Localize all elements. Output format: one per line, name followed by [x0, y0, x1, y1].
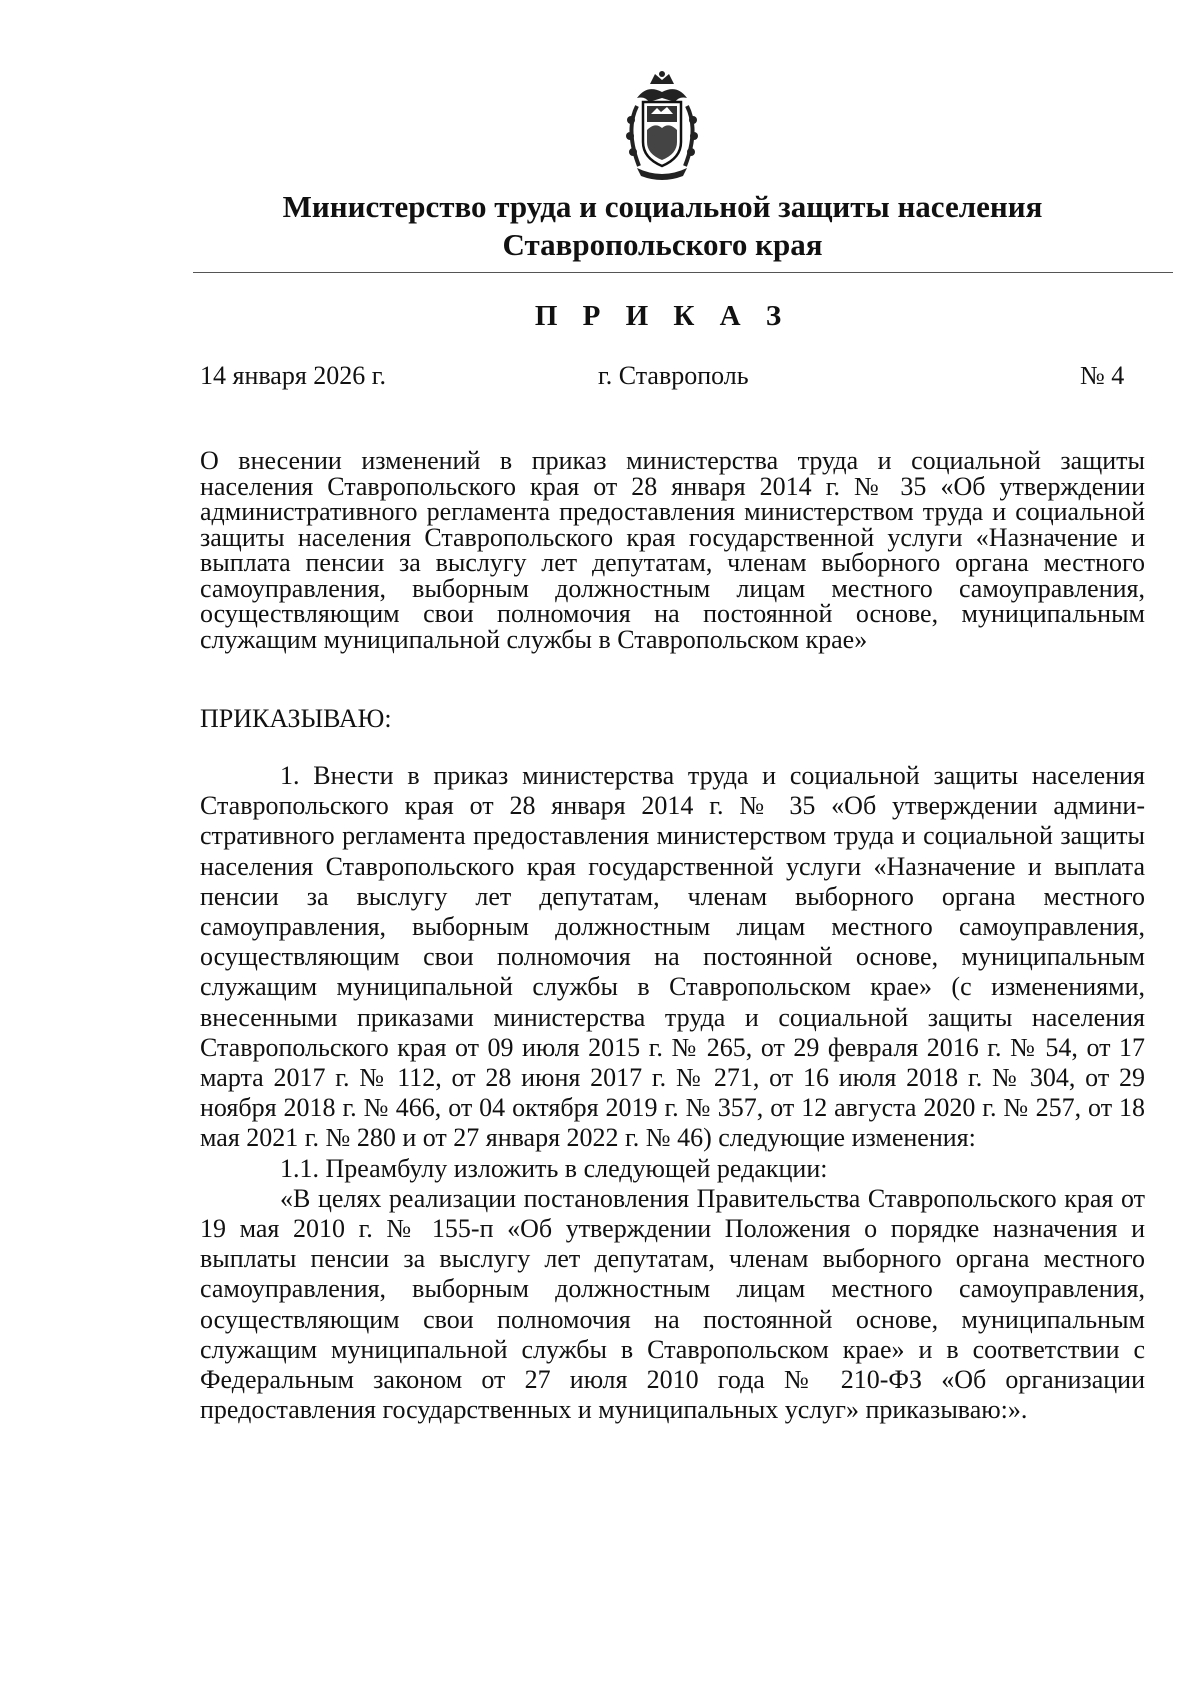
- organization-title: [180, 188, 1145, 264]
- paragraph-preamble: «В целях реализации постановления Правительства Ставропольского края от 19 мая 2010 г. № 155-п «Об утверждении Положения о порядке назначения и выплаты пенсии за выслугу лет депутатам, членам выборного органа местного самоуправления, выборным должностным лицам местного самоуправления, осуществляющим свои полномочия на постоянной основе, муниципальным служащим муниципальной службы в Ставропольском крае» и в соответствии с Федеральным законом от 27 июля 2010 года № 210-ФЗ «Об организации предоставления государственных и муниципальных услуг» приказываю:».: [200, 1183, 1145, 1425]
- order-body: [200, 761, 1145, 1425]
- organization-title-line1: Министерство труда и социальной защиты населения: [282, 189, 1043, 224]
- order-date: 14 января 2026 г.: [200, 361, 387, 390]
- coat-of-arms-icon: [617, 70, 707, 182]
- paragraph-1-1: 1.1. Преамбулу изложить в следующей редакции:: [280, 1153, 828, 1183]
- header-divider: [193, 272, 1173, 273]
- paragraph-1: 1. Внести в приказ министерства труда и социальной защиты населения Ставропольского края от 28 января 2014 г. № 35 «Об утверждении административного регламента предоставления министерством труда и социальной защиты населения Ставропольского края государственной услуги «Назначение и выплата пенсии за выслугу лет депутатам, членам выборного органа местного самоуправления, выборным должностным лицам местного самоуправления, осуществляющим свои полномочия на постоянной основе, муниципальным служащим муниципальной службы в Ставропольском крае» (с изменениями, внесенными приказами министерства труда и социальной защиты населения Ставропольского края от 09 июля 2015 г. № 265, от 29 февраля 2016 г. № 54, от 17 марта 2017 г. № 112, от 28 июня 2017 г. № 271, от 16 июля 2018 г. № 304, от 29 ноября 2018 г. № 466, от 04 октября 2019 г. № 357, от 12 августа 2020 г. № 257, от 18 мая 2021 г. № 280 и от 27 января 2022 г. № 46) следующие изменения:: [200, 761, 1145, 1153]
- order-subject: О внесении изменений в приказ министерства труда и социальной защиты населения Ставропольского края от 28 января 2014 г. № 35 «Об утверждении административного регламента предоставления министерством труда и социальной защиты населения Ставропольского края государственной услуги «Назначение и выплата пенсии за выслугу лет депутатам, членам выборного органа местного самоуправления, выборным должностным лицам местного самоуправления, осуществляющим свои полномочия на постоянной основе, муниципальным служащим муниципальной службы в Ставропольском крае»: [200, 446, 1145, 654]
- order-directive: ПРИКАЗЫВАЮ:: [200, 704, 392, 733]
- document-type: П Р И К А З: [534, 300, 791, 332]
- order-number: № 4: [1080, 361, 1125, 390]
- order-city: г. Ставрополь: [598, 361, 749, 390]
- organization-title-line2: Ставропольского края: [502, 227, 823, 262]
